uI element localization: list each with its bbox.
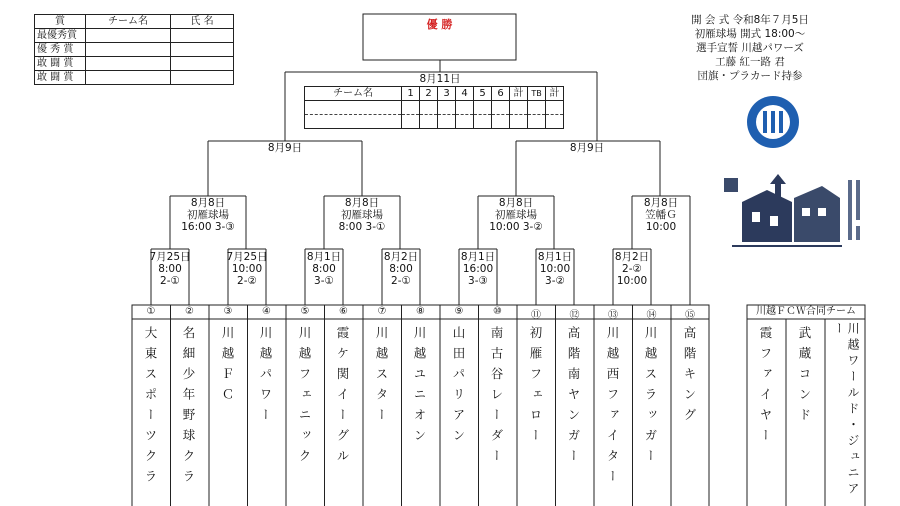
team-number: ⑫: [569, 310, 580, 321]
r1-label: [299, 251, 349, 287]
score-cell[interactable]: [474, 101, 492, 115]
score-cell[interactable]: [510, 115, 528, 129]
r1-code: 10:00: [616, 275, 648, 287]
score-header-inning: 6: [492, 87, 510, 101]
r1-time: 10:00: [539, 263, 571, 275]
team-name: 川越パワー: [258, 326, 273, 429]
qf-detail: 10:00: [645, 221, 677, 233]
team-number: ⑩: [493, 306, 502, 317]
awards-header-team: チーム名: [86, 15, 171, 29]
r1-label: [607, 251, 657, 287]
opening-ceremony-date: 開 会 式 令和8年７月5日: [691, 14, 809, 26]
award-row: [35, 71, 234, 85]
team-name: 高階キング: [682, 326, 697, 429]
team-number: ⑮: [685, 310, 695, 321]
event-info: [665, 13, 835, 83]
team-name: 初雁フェロー: [528, 326, 543, 449]
team-number: ⑬: [608, 310, 618, 321]
r1-date: 8月1日: [306, 251, 342, 263]
score-cell[interactable]: [438, 115, 456, 129]
award-label: 敢 闘 賞: [35, 57, 86, 71]
team-name: 名細少年野球クラ: [181, 326, 196, 490]
r1-code: 3-②: [545, 275, 565, 287]
team-name: 大東スポーツクラ: [143, 326, 158, 490]
player-oath-team: 選手宣誓 川越パワーズ: [696, 42, 804, 54]
team-name: 川越ユニオン: [412, 326, 427, 449]
team-number: ②: [185, 306, 194, 317]
award-label: 敢 闘 賞: [35, 71, 86, 85]
r1-label: [145, 251, 195, 287]
qf-date: 8月8日: [190, 197, 226, 209]
r1-time: 2-②: [622, 263, 642, 275]
team-name: 川越フェニック: [297, 326, 312, 470]
r1-date: 8月2日: [383, 251, 419, 263]
r1-time: 10:00: [231, 263, 263, 275]
score-header-inning: 5: [474, 87, 492, 101]
r1-date: 8月1日: [460, 251, 496, 263]
team-number: ④: [262, 306, 271, 317]
score-cell[interactable]: [528, 101, 546, 115]
final-date: 8月11日: [400, 73, 480, 85]
opening-ceremony-venue: 初雁球場 開式 18:00～: [694, 28, 806, 40]
team-name: 高階南ヤンガー: [566, 326, 581, 470]
r1-code: 3-①: [314, 275, 334, 287]
r1-label: [453, 251, 503, 287]
qf-date: 8月8日: [498, 197, 534, 209]
score-cell[interactable]: [546, 101, 564, 115]
r1-date: 8月1日: [537, 251, 573, 263]
score-cell[interactable]: [456, 101, 474, 115]
r1-code: 2-②: [237, 275, 257, 287]
semifinal-left-date: 8月9日: [267, 142, 303, 154]
awards-header-name: 氏 名: [171, 15, 234, 29]
r1-time: 16:00: [462, 263, 494, 275]
score-cell[interactable]: [420, 101, 438, 115]
qf-date: 8月8日: [643, 197, 679, 209]
qf-label: [168, 197, 248, 233]
team-name: 南古谷レーダー: [489, 326, 504, 470]
award-team-cell[interactable]: [86, 43, 171, 57]
old-town-illustration: [722, 172, 872, 248]
score-header-total: 計: [510, 87, 528, 101]
award-name-cell[interactable]: [171, 57, 234, 71]
team-number: ③: [223, 306, 233, 317]
score-header-inning: 4: [456, 87, 474, 101]
team-number: ⑪: [531, 310, 541, 321]
joint-team-name: 武蔵コンド: [797, 326, 812, 429]
score-cell[interactable]: [510, 101, 528, 115]
r1-time: 8:00: [158, 263, 182, 275]
qf-venue: 初雁球場: [187, 209, 229, 221]
team-number: ⑤: [300, 306, 310, 317]
qf-venue: 初雁球場: [341, 209, 383, 221]
team-number: ⑨: [454, 306, 464, 317]
award-team-cell[interactable]: [86, 57, 171, 71]
score-header-inning: 2: [420, 87, 438, 101]
r1-date: 7月25日: [149, 251, 191, 263]
qf-detail: 10:00 3-②: [489, 221, 543, 233]
team-name: 霞ケ関イーグル: [335, 326, 350, 470]
score-cell[interactable]: [528, 115, 546, 129]
team-name: 川越スター: [374, 326, 389, 429]
team-number: ⑥: [339, 306, 348, 317]
score-header-inning: 3: [438, 87, 456, 101]
joint-team-name: 川越ワールド・ジュニアー: [832, 322, 860, 498]
award-name-cell[interactable]: [171, 71, 234, 85]
team-number: ⑦: [377, 306, 387, 317]
qf-label: [621, 197, 701, 233]
qf-date: 8月8日: [344, 197, 380, 209]
qf-label: [322, 197, 402, 233]
kawagoe-city-emblem-icon: [738, 94, 808, 150]
qf-detail: 16:00 3-③: [181, 221, 235, 233]
score-header-tiebreak: TB: [528, 87, 546, 101]
player-oath-name: 工藤 紅一路 君: [715, 56, 785, 68]
joint-team-header: 川越ＦＣＷ合同チーム: [756, 306, 856, 317]
score-cell[interactable]: [402, 115, 420, 129]
qf-venue: 笠幡Ｇ: [645, 209, 677, 221]
award-row: [35, 29, 234, 43]
score-cell[interactable]: [456, 115, 474, 129]
awards-table: [34, 14, 234, 85]
qf-detail: 8:00 3-①: [338, 221, 386, 233]
r1-label: [530, 251, 580, 287]
score-team-cell[interactable]: [305, 115, 402, 129]
r1-label: [222, 251, 272, 287]
r1-date: 7月25日: [226, 251, 268, 263]
score-header-total: 計: [546, 87, 564, 101]
score-cell[interactable]: [402, 101, 420, 115]
score-header-team: チーム名: [305, 87, 402, 101]
score-row: [305, 101, 564, 115]
team-number: ⑧: [416, 306, 425, 317]
award-name-cell[interactable]: [171, 29, 234, 43]
r1-code: 3-③: [468, 275, 488, 287]
awards-header-award: 賞: [35, 15, 86, 29]
final-score-table: [304, 86, 564, 129]
score-cell[interactable]: [492, 115, 510, 129]
score-header-inning: 1: [402, 87, 420, 101]
r1-date: 8月2日: [614, 251, 650, 263]
award-row: [35, 43, 234, 57]
team-name: 川越ＦＣ: [220, 326, 235, 408]
r1-label: [376, 251, 426, 287]
team-name: 川越西ファイター: [605, 326, 620, 490]
award-row: [35, 57, 234, 71]
team-number: ①: [146, 306, 156, 317]
qf-venue: 初雁球場: [495, 209, 537, 221]
award-label: 最優秀賞: [35, 29, 86, 43]
r1-code: 2-①: [391, 275, 411, 287]
award-label: 優 秀 賞: [35, 43, 86, 57]
score-team-cell[interactable]: [305, 101, 402, 115]
joint-team-name: 霞ファイヤー: [758, 326, 773, 449]
award-team-cell[interactable]: [86, 71, 171, 85]
team-name: 川越スラッガー: [643, 326, 658, 470]
banner-notice: 団旗・プラカード持参: [697, 70, 803, 82]
score-row: [305, 115, 564, 129]
score-cell[interactable]: [420, 115, 438, 129]
champion-label: 優 勝: [426, 18, 453, 31]
team-number: ⑭: [646, 310, 657, 321]
r1-time: 8:00: [312, 263, 336, 275]
r1-time: 8:00: [389, 263, 413, 275]
score-cell[interactable]: [438, 101, 456, 115]
score-cell[interactable]: [546, 115, 564, 129]
score-cell[interactable]: [474, 115, 492, 129]
semifinal-right-date: 8月9日: [569, 142, 605, 154]
qf-label: [476, 197, 556, 233]
score-cell[interactable]: [492, 101, 510, 115]
team-name: 山田パリアン: [451, 326, 466, 449]
award-team-cell[interactable]: [86, 29, 171, 43]
award-name-cell[interactable]: [171, 43, 234, 57]
r1-code: 2-①: [160, 275, 180, 287]
